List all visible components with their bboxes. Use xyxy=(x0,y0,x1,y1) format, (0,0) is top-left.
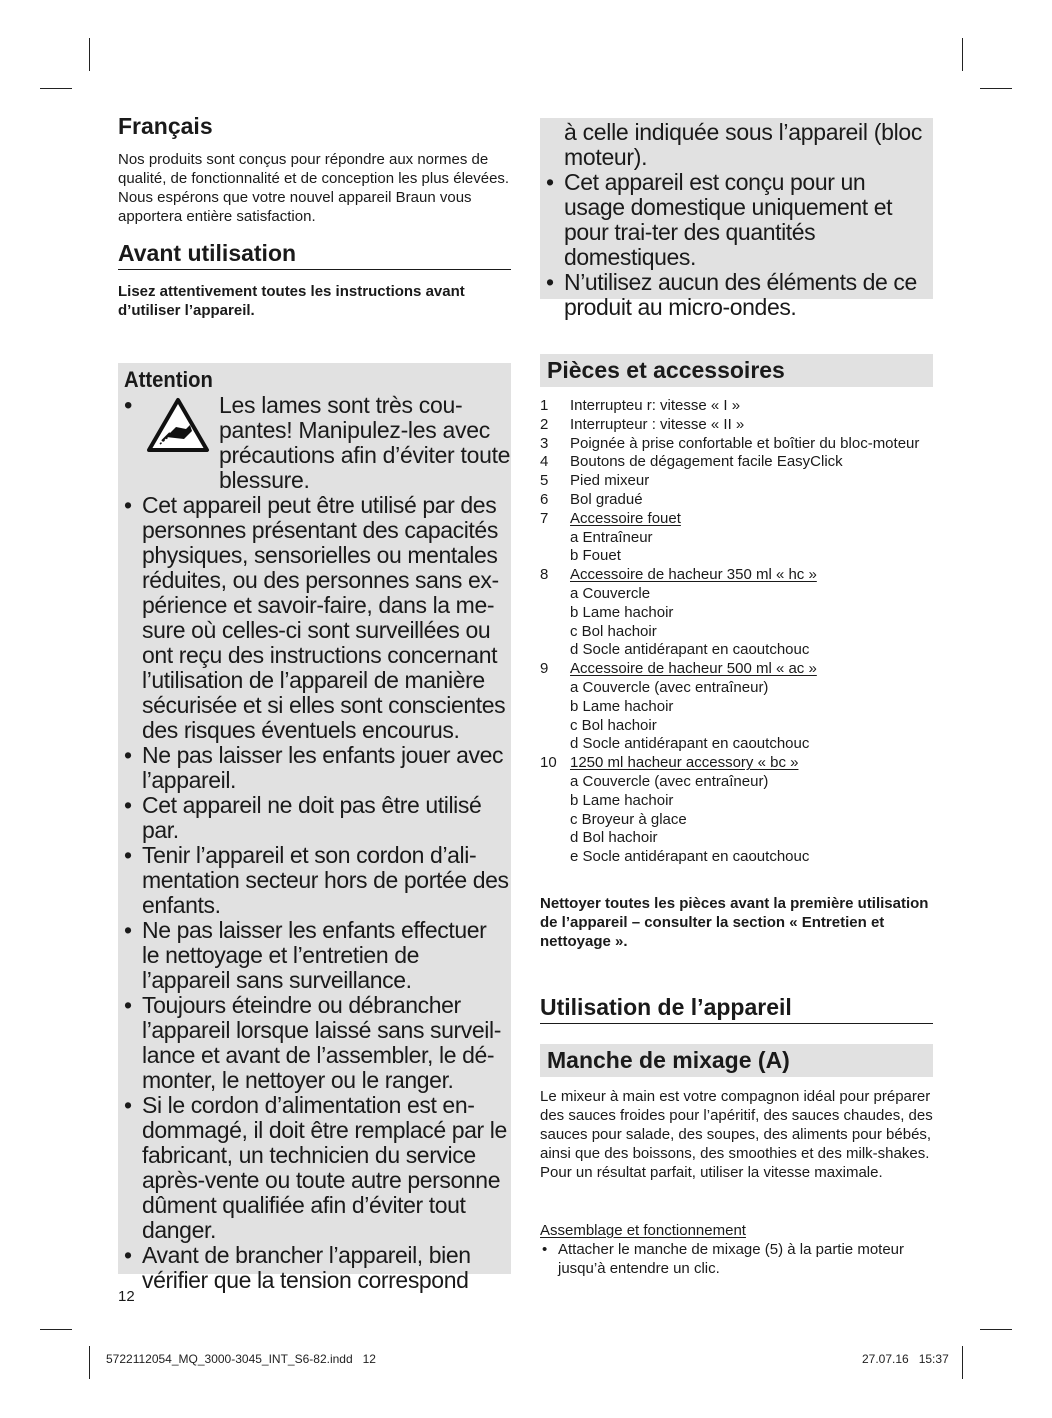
language-heading: Français xyxy=(118,113,213,139)
section-heading-avant-utilisation: Avant utilisation xyxy=(118,239,511,270)
list-item: • Tenir l’appareil et son cordon d’ali-mentation secteur hors de portée des enfants. xyxy=(124,842,509,918)
list-subitem: b Lame hachoir xyxy=(570,791,674,809)
list-item: • Toujours éteindre ou débrancher l’appareil lorsque laissé sans surveil-lance et avant de l’assembler, le dé-monter, le nettoyer ou le ranger. xyxy=(124,992,501,1093)
list-item: 10 1250 ml hacheur accessory « bc » xyxy=(540,754,799,772)
list-subitem: d Bol hachoir xyxy=(570,829,658,847)
list-subitem: d Socle antidérapant en caoutchouc xyxy=(570,735,810,753)
parts-heading: Pièces et accessoires xyxy=(547,357,785,383)
page-number: 12 xyxy=(118,1288,135,1305)
attention-title: Attention xyxy=(124,367,213,392)
list-subitem: a Entraîneur xyxy=(570,528,653,546)
list-subitem: a Couvercle (avec entraîneur) xyxy=(570,678,769,696)
crop-mark xyxy=(89,38,90,71)
assembly-section xyxy=(540,1221,933,1278)
list-subitem: b Lame hachoir xyxy=(570,603,674,621)
attention-list xyxy=(124,493,509,1293)
list-item: 5 Pied mixeur xyxy=(540,472,650,490)
usage-section xyxy=(540,993,933,1024)
crop-mark xyxy=(980,1329,1012,1330)
cleaning-note: Nettoyer toutes les pièces avant la première utilisation de l’appareil – consulter la section « Entretien et nettoyage ». xyxy=(540,895,929,950)
list-subitem: b Fouet xyxy=(570,547,621,565)
list-subitem: c Bol hachoir xyxy=(570,622,657,640)
bullet: • xyxy=(124,392,133,419)
list-item: 1 Interrupteu r: vitesse « I » xyxy=(540,397,741,414)
attention-box xyxy=(118,363,511,1293)
list-item: • Si le cordon d’alimentation est en-dommagé, il doit être remplacé par le fabricant, un technicien du service après-vente ou toute autre personne dûment qualifiée afin d’éviter tout danger. xyxy=(124,1092,507,1243)
list-subitem: c Broyeur à glace xyxy=(570,810,687,828)
mixing-heading: Manche de mixage (A) xyxy=(547,1047,790,1073)
list-item: 4 Boutons de dégagement facile EasyClick xyxy=(540,453,843,471)
crop-mark xyxy=(40,1329,72,1330)
list-item: • Ne pas laisser les enfants effectuer le nettoyage et l’entretien de l’appareil sans surveillance. xyxy=(124,917,487,993)
list-item: 2 Interrupteur : vitesse « II » xyxy=(540,415,745,433)
sharp-blade-warning-icon xyxy=(146,397,210,453)
crop-mark xyxy=(40,88,72,89)
list-item: • N’utilisez aucun des éléments de ce produit au micro-ondes. xyxy=(546,269,917,320)
footer-file-info: 5722112054_MQ_3000-3045_INT_S6-82.indd 12 xyxy=(106,1352,376,1366)
list-item: 6 Bol gradué xyxy=(540,490,643,508)
read-instruction: Lisez attentivement toutes les instructions avant d’utiliser l’appareil. xyxy=(118,283,465,319)
list-subitem: e Socle antidérapant en caoutchouc xyxy=(570,848,810,866)
list-item: 8 Accessoire de hacheur 350 ml « hc » xyxy=(540,566,817,584)
list-subitem: c Bol hachoir xyxy=(570,716,657,734)
list-item: • Cet appareil ne doit pas être utilisé par. xyxy=(124,792,482,843)
footer-datetime: 27.07.16 15:37 xyxy=(862,1352,949,1366)
list-item: • Cet appareil est conçu pour un usage domestique uniquement et pour trai-ter des quantités domestiques. xyxy=(546,169,893,270)
intro-paragraph: Nos produits sont conçus pour répondre aux normes de qualité, de fonctionnalité et de conception les plus élevées. Nous espérons que votre nouvel appareil Braun vous apportera entière satisfaction. xyxy=(118,151,510,225)
list-item: • Cet appareil peut être utilisé par des personnes présentant des capacités physiques, sensorielles ou mentales réduites, ou des personnes sans ex-périence et savoir-faire, dans la me-sure où celles-ci sont surveillées ou ont reçu des instructions concernant l’utilisation de l’appareil de manière sécurisée et si elles sont conscientes des risques éventuels encourus. xyxy=(124,492,506,743)
mixing-description xyxy=(540,1087,933,1182)
parts-list xyxy=(540,397,933,867)
mixing-paragraph: Le mixeur à main est votre compagnon idéal pour préparer des sauces froides pour l’apéritif, des sauces chaudes, des sauces pour salade, des soupes, des aliments pour bébés, ainsi que des boissons, des smoothies et des milk-shakes. xyxy=(540,1088,933,1162)
mixing-tip: Pour un résultat parfait, utiliser la vitesse maximale. xyxy=(540,1164,883,1181)
crop-mark xyxy=(980,88,1012,89)
list-item: 7 Accessoire fouet xyxy=(540,509,681,527)
section-heading-utilisation: Utilisation de l’appareil xyxy=(540,993,933,1024)
list-subitem: b Lame hachoir xyxy=(570,697,674,715)
list-item: 9 Accessoire de hacheur 500 ml « ac » xyxy=(540,660,817,678)
continuation-text: à celle indiquée sous l’appareil (bloc moteur). xyxy=(564,119,923,170)
mixing-heading-box xyxy=(540,1044,933,1077)
assembly-title: Assemblage et fonctionnement xyxy=(540,1222,746,1239)
list-subitem: a Couvercle (avec entraîneur) xyxy=(570,772,769,790)
continuation-list xyxy=(546,170,931,320)
crop-mark xyxy=(89,1346,90,1379)
cleaning-note-box xyxy=(540,894,933,951)
list-item: • Ne pas laisser les enfants jouer avec l’appareil. xyxy=(124,742,504,793)
list-item: • Avant de brancher l’appareil, bien vérifier que la tension correspond xyxy=(124,1242,471,1293)
parts-heading-box xyxy=(540,354,933,387)
list-item: • Attacher le manche de mixage (5) à la partie moteur jusqu’à entendre un clic. xyxy=(542,1241,905,1277)
left-column xyxy=(118,112,511,320)
crop-mark xyxy=(962,1346,963,1379)
crop-mark xyxy=(962,38,963,71)
list-subitem: a Couvercle xyxy=(570,584,651,602)
list-item: 3 Poignée à prise confortable et boîtier du bloc-moteur xyxy=(540,434,920,452)
attention-continuation-box xyxy=(540,118,933,320)
blade-warning-text: Les lames sont très cou-pantes! Manipulez-les avec précautions afin d’éviter toute blessure. xyxy=(219,392,511,493)
list-subitem: d Socle antidérapant en caoutchouc xyxy=(570,641,810,659)
